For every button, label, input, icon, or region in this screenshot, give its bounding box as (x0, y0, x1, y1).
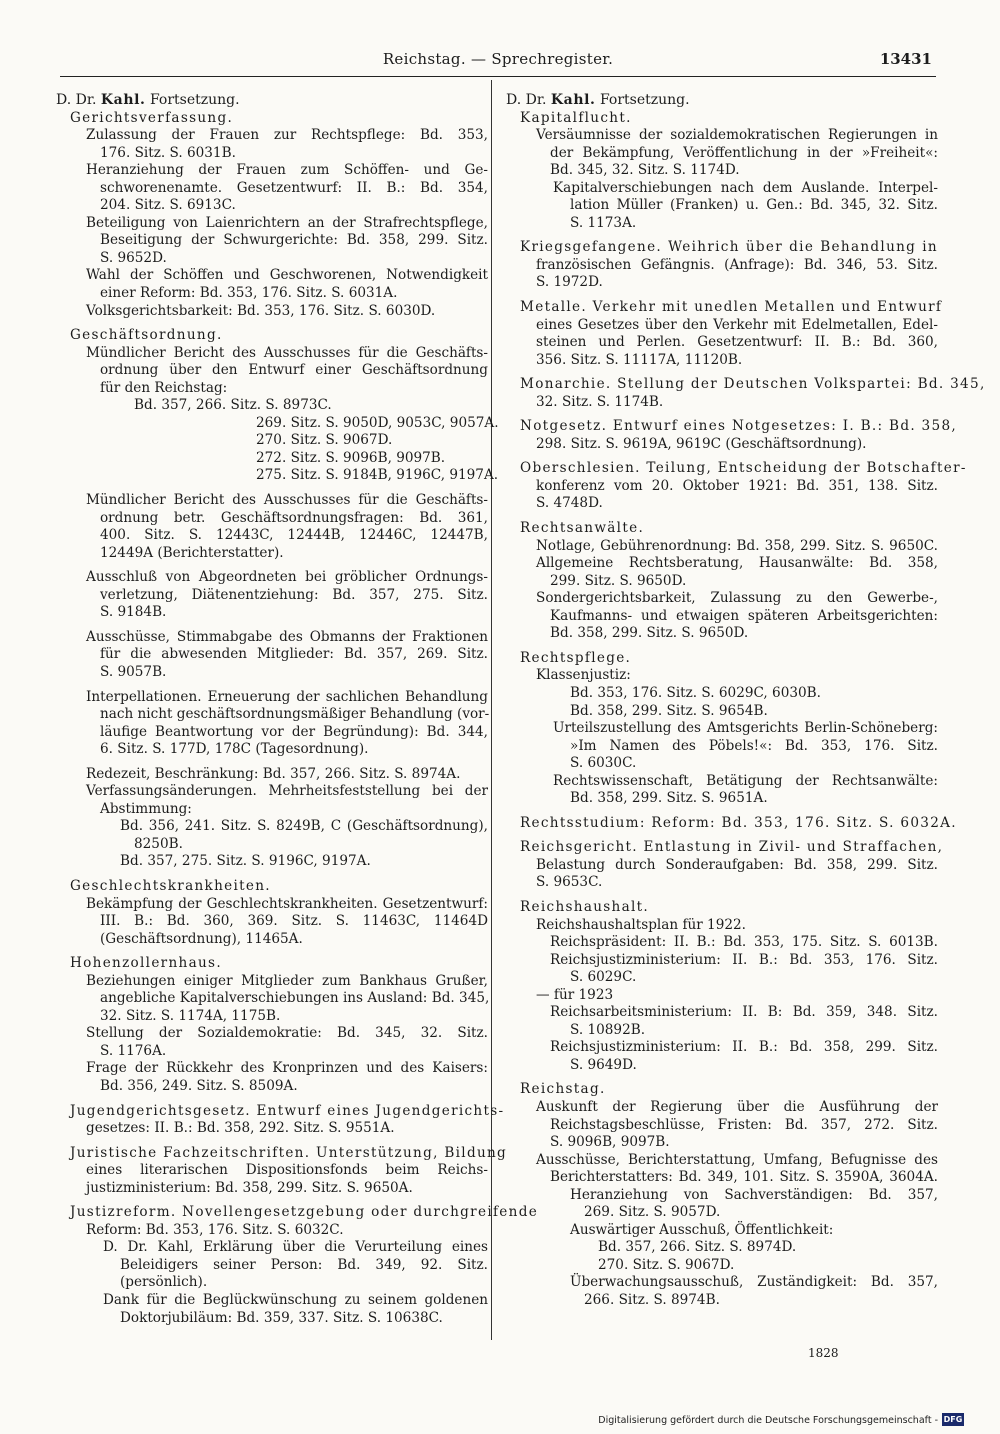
register-line: Bd. 358, 299. Sitz. S. 9650D. (550, 625, 749, 642)
register-line: Volksgerichtsbarkeit: Bd. 353, 176. Sitz. S. 6030D. (86, 302, 436, 319)
register-line: Bd. 357, 266. Sitz. S. 8973C. (134, 397, 332, 414)
register-line: ordnung betr. Geschäftsordnungsfragen: Bd. 361, (100, 509, 488, 526)
heading-name: Kahl. (550, 92, 596, 108)
heading-name: Kahl. (100, 92, 146, 108)
register-line: 176. Sitz. S. 6031B. (100, 144, 236, 161)
register-line: Allgemeine Rechtsberatung, Hausanwälte: Bd. 358, (536, 555, 938, 572)
register-line: Bd. 358, 299. Sitz. S. 9654B. (570, 702, 768, 719)
register-line: Bd. 353, 176. Sitz. S. 6029C, 6030B. (570, 684, 821, 701)
register-line: III. B.: Bd. 360, 369. Sitz. S. 11463C, 11464D (100, 913, 488, 930)
register-line: S. 9653C. (536, 874, 603, 891)
register-line: Heranziehung von Sachverständigen: Bd. 357, (570, 1186, 938, 1203)
register-line: Bd. 357, 266. Sitz. S. 8974D. (598, 1239, 797, 1256)
subject-heading: Notgesetz. Entwurf eines Notgesetzes: I. B.: Bd. 358, (520, 418, 958, 435)
register-line: 12449A (Berichterstatter). (100, 544, 284, 561)
register-line: Beseitigung der Schwurgerichte: Bd. 358, 299. Sitz. (100, 232, 488, 249)
register-line: Wahl der Schöffen und Geschworenen, Notwendigkeit (86, 267, 488, 284)
subject-heading: Rechtsstudium: Reform: Bd. 353, 176. Sitz. S. 6032A. (520, 814, 957, 831)
left-column (56, 92, 539, 1327)
register-line: Reichsjustizministerium: II. B.: Bd. 358, 299. Sitz. (550, 1039, 938, 1056)
register-line: Stellung der Sozialdemokratie: Bd. 345, 32. Sitz. (86, 1025, 488, 1042)
column-number: 1828 (808, 1346, 839, 1360)
subject-heading: Gerichtsverfassung. (70, 109, 234, 126)
register-line: 356. Sitz. S. 11117A, 11120B. (536, 351, 743, 368)
dfg-logo-icon: DFG (943, 1415, 963, 1424)
register-line: 270. Sitz. S. 9067D. (256, 432, 393, 449)
register-line: Bd. 358, 299. Sitz. S. 9651A. (570, 790, 768, 807)
register-line: eines Gesetzes über den Verkehr mit Edelmetallen, Edel- (536, 316, 938, 333)
register-line: Reichspräsident: II. B.: Bd. 353, 175. Sitz. S. 6013B. (550, 934, 938, 951)
register-line: S. 9652D. (100, 249, 167, 266)
register-line: 299. Sitz. S. 9650D. (550, 572, 687, 589)
subject-heading: Reichsgericht. Entlastung in Zivil- und Straffachen, (520, 839, 944, 856)
register-line: französischen Gefängnis. (Anfrage): Bd. 346, 53. Sitz. (536, 256, 938, 273)
register-line: Dank für die Beglückwünschung zu seinem goldenen (103, 1292, 488, 1308)
subject-heading: Kapitalflucht. (520, 109, 632, 126)
subject-heading: Oberschlesien. Teilung, Entscheidung der Botschafter- (520, 460, 967, 477)
register-line: Heranziehung der Frauen zum Schöffen- und Ge- (86, 162, 488, 179)
register-line: 270. Sitz. S. 9067D. (598, 1256, 735, 1273)
register-line: Reichstagsbeschlüsse, Fristen: Bd. 357, 272. Sitz. (550, 1116, 938, 1133)
register-line: 298. Sitz. S. 9619A, 9619C (Geschäftsordnung). (536, 435, 867, 452)
register-line: Mündlicher Bericht des Ausschusses für die Geschäfts- (86, 344, 488, 361)
register-line: Ausschluß von Abgeordneten bei gröblicher Ordnungs- (86, 569, 488, 586)
subject-heading: Geschäftsordnung. (70, 327, 223, 344)
register-line: Urteilszustellung des Amtsgerichts Berlin-Schöneberg: (553, 720, 938, 737)
register-line: Bd. 356, 249. Sitz. S. 8509A. (100, 1077, 298, 1094)
subject-heading: Reichshaushalt. (520, 898, 650, 915)
subject-heading: Geschlechtskrankheiten. (70, 877, 271, 894)
register-line: S. 1972D. (536, 274, 603, 291)
running-title: Reichstag. — Sprechregister. (382, 50, 614, 68)
register-line: lation Müller (Franken) u. Gen.: Bd. 345, 32. Sitz. (570, 197, 938, 214)
register-line: S. 9096B, 9097B. (550, 1134, 670, 1151)
register-line: Auswärtiger Ausschuß, Öffentlichkeit: (570, 1221, 834, 1238)
register-line: Bd. 345, 32. Sitz. S. 1174D. (550, 162, 740, 179)
register-line: konferenz vom 20. Oktober 1921: Bd. 351, 138. Sitz. (536, 477, 938, 494)
register-line: S. 10892B. (570, 1021, 646, 1038)
register-line: Rechtswissenschaft, Betätigung der Rechtsanwälte: (553, 772, 938, 789)
running-header (60, 50, 936, 77)
register-line: Bd. 356, 241. Sitz. S. 8249B, C (Geschäftsordnung), (120, 818, 488, 835)
subject-heading: Kriegsgefangene. Weihrich über die Behandlung in (520, 239, 938, 256)
register-line: Versäumnisse der sozialdemokratischen Regierungen in (536, 127, 938, 144)
register-line: Frage der Rückkehr des Kronprinzen und des Kaisers: (86, 1060, 488, 1077)
heading-prefix: D. Dr. (56, 92, 101, 108)
register-line: verletzung, Diätenentziehung: Bd. 357, 275. Sitz. (100, 586, 488, 603)
register-line: 6. Sitz. S. 177D, 178C (Tagesordnung). (100, 741, 369, 758)
heading-suffix: Fortsetzung. (145, 92, 240, 108)
subject-heading: Juristische Fachzeitschriften. Unterstützung, Bildung (70, 1144, 508, 1161)
register-line: der Bekämpfung, Veröffentlichung in der »Freiheit«: (550, 144, 938, 161)
register-line: Bekämpfung der Geschlechtskrankheiten. Gesetzentwurf: (86, 895, 488, 912)
register-line: 272. Sitz. S. 9096B, 9097B. (256, 449, 446, 466)
entry-heading (56, 92, 488, 110)
register-line: 400. Sitz. S. 12443C, 12444B, 12446C, 12447B, (100, 527, 488, 544)
register-line: S. 6030C. (570, 755, 637, 772)
register-line: 269. Sitz. S. 9050D, 9053C, 9057A. (256, 414, 499, 431)
register-line: angebliche Kapitalverschiebungen ins Ausland: Bd. 345, (100, 990, 490, 1007)
register-line: 266. Sitz. S. 8974B. (584, 1292, 720, 1308)
register-line: Notlage, Gebührenordnung: Bd. 358, 299. Sitz. S. 9650C. (536, 537, 938, 554)
subject-heading: Rechtsanwälte. (520, 520, 645, 537)
register-line: Interpellationen. Erneuerung der sachlichen Behandlung (86, 688, 488, 705)
register-line: D. Dr. Kahl, Erklärung über die Verurteilung eines (103, 1239, 488, 1256)
register-line: Klassenjustiz: (536, 667, 631, 684)
register-line: S. 1176A. (100, 1042, 167, 1059)
register-line: Beteiligung von Laienrichtern an der Strafrechtspflege, (86, 214, 488, 231)
heading-prefix: D. Dr. (506, 92, 551, 108)
subject-heading: Monarchie. Stellung der Deutschen Volkspartei: Bd. 345, (520, 376, 986, 393)
register-line: ordnung über den Entwurf einer Geschäftsordnung (100, 362, 488, 379)
register-line: Kapitalverschiebungen nach dem Auslande. Interpel- (553, 179, 938, 196)
register-line: Reform: Bd. 353, 176. Sitz. S. 6032C. (86, 1221, 344, 1238)
subject-heading: Justizreform. Novellengesetzgebung oder durchgreifende (70, 1204, 539, 1221)
register-line: Berichterstatters: Bd. 349, 101. Sitz. S. 3590A, 3604A. (550, 1169, 938, 1186)
register-line: 8250B. (134, 835, 183, 852)
digitization-credit: Digitalisierung gefördert durch die Deutsche Forschungsgemeinschaft - (598, 1415, 938, 1426)
register-line: S. 4748D. (536, 495, 603, 512)
entry-heading (506, 92, 938, 110)
register-line: Auskunft der Regierung über die Ausführung der (536, 1098, 938, 1115)
page-number: 13431 (879, 50, 932, 68)
register-line: schworenenamte. Gesetzentwurf: II. B.: Bd. 354, (100, 179, 488, 196)
register-line: gesetzes: II. B.: Bd. 358, 292. Sitz. S. 9551A. (86, 1120, 395, 1137)
register-line: S. 9649D. (570, 1056, 637, 1073)
register-line: einer Reform: Bd. 353, 176. Sitz. S. 6031A. (100, 285, 398, 302)
register-line: (persönlich). (120, 1274, 208, 1291)
register-line: Doktorjubiläum: Bd. 359, 337. Sitz. S. 10638C. (120, 1309, 443, 1326)
register-line: Bd. 357, 275. Sitz. S. 9196C, 9197A. (120, 853, 371, 870)
heading-suffix: Fortsetzung. (595, 92, 690, 108)
register-line: Reichsjustizministerium: II. B.: Bd. 353, 176. Sitz. (550, 951, 938, 968)
register-line: 32. Sitz. S. 1174B. (536, 393, 664, 410)
register-line: S. 6029C. (570, 969, 637, 986)
register-line: 275. Sitz. S. 9184B, 9196C, 9197A. (256, 467, 499, 484)
register-line: für die abwesenden Mitglieder: Bd. 357, 269. Sitz. (100, 646, 488, 663)
right-column (506, 92, 986, 1310)
register-line: Belastung durch Sonderaufgaben: Bd. 358, 299. Sitz. (536, 856, 938, 873)
subject-heading: Reichstag. (520, 1081, 606, 1098)
register-line: für den Reichstag: (100, 379, 228, 396)
register-line: Reichshaushaltsplan für 1922. (536, 916, 746, 933)
register-line: 204. Sitz. S. 6913C. (100, 197, 236, 214)
register-line: eines literarischen Dispositionsfonds beim Reichs- (86, 1162, 488, 1179)
register-line: S. 9057B. (100, 663, 167, 680)
register-line: steinen und Perlen. Gesetzentwurf: II. B.: Bd. 360, (536, 334, 938, 351)
register-line: Verfassungsänderungen. Mehrheitsfeststellung bei der (86, 783, 488, 800)
subject-heading: Hohenzollernhaus. (70, 955, 222, 972)
register-line: 32. Sitz. S. 1174A, 1175B. (100, 1007, 281, 1024)
register-line: Redezeit, Beschränkung: Bd. 357, 266. Sitz. S. 8974A. (86, 765, 461, 782)
subject-heading: Jugendgerichtsgesetz. Entwurf eines Jugendgerichts- (70, 1102, 505, 1119)
register-line: läufige Beantwortung vor der Begründung): Bd. 344, (100, 723, 488, 740)
register-line: Sondergerichtsbarkeit, Zulassung zu den Gewerbe-, (536, 590, 938, 607)
register-line: Beleidigers seiner Person: Bd. 349, 92. Sitz. (120, 1256, 488, 1273)
register-line: S. 1173A. (570, 214, 637, 231)
register-line: Abstimmung: (100, 800, 192, 817)
register-line: Beziehungen einiger Mitglieder zum Bankhaus Grußer, (86, 972, 488, 989)
register-line: nach nicht geschäftsordnungsmäßiger Behandlung (vor- (100, 706, 490, 723)
subject-heading: Rechtspflege. (520, 649, 632, 666)
register-line: Ausschüsse, Berichterstattung, Umfang, Befugnisse des (536, 1151, 938, 1168)
register-line: S. 9184B. (100, 604, 167, 621)
register-line: Reichsarbeitsministerium: II. B: Bd. 359, 348. Sitz. (550, 1004, 938, 1021)
register-line: Überwachungsausschuß, Zuständigkeit: Bd. 357, (570, 1274, 938, 1291)
register-line: Ausschüsse, Stimmabgabe des Obmanns der Fraktionen (86, 628, 488, 645)
register-line: — für 1923 (536, 986, 614, 1003)
register-line: (Geschäftsordnung), 11465A. (100, 930, 303, 947)
register-line: Zulassung der Frauen zur Rechtspflege: Bd. 353, (86, 127, 488, 144)
register-line: justizministerium: Bd. 358, 299. Sitz. S. 9650A. (86, 1179, 413, 1196)
register-line: »Im Namen des Pöbels!«: Bd. 353, 176. Sitz. (570, 737, 938, 754)
register-line: Kaufmanns- und etwaigen späteren Arbeitsgerichten: (550, 607, 938, 624)
register-line: 269. Sitz. S. 9057D. (584, 1204, 721, 1221)
register-line: Mündlicher Bericht des Ausschusses für die Geschäfts- (86, 492, 488, 509)
subject-heading: Metalle. Verkehr mit unedlen Metallen und Entwurf (520, 299, 943, 316)
